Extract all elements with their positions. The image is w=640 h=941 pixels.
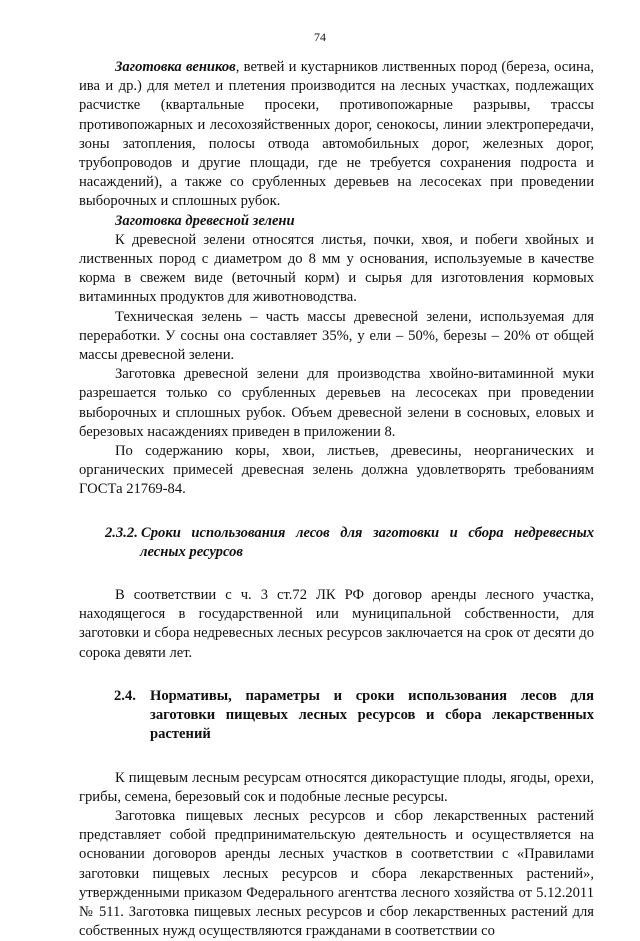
section-number: 2.3.2. <box>105 524 138 541</box>
paragraph-harvesting-rules: Заготовка пищевых лесных ресурсов и сбор лекарственных растений представляет собой предпринимательскую деятельность и осуществляется на основании договоров аренды лесных участков в соответствии с «Правилами заготовки пищевых лесных ресурсов и сбора лекарственных растений», утвержденными приказом Федерального агентства лесного хозяйства от 5.12.2011 № 511. Заготовка пищевых лесных ресурсов и сбор лекарственных растений для собственных нужд осуществляются гражданами в соответствии со <box>79 807 594 940</box>
section-heading-2-4 <box>79 687 594 745</box>
paragraph-greenery-definition: К древесной зелени относятся листья, почки, хвоя, и побеги хвойных и лиственных пород с диаметром до 8 мм у основания, используемые в качестве корма в свежем виде (веточный корм) и сырья для изготовления кормовых витаминных продуктов для животноводства. <box>79 231 594 306</box>
page-number: 74 <box>314 30 326 44</box>
paragraph-gost: По содержанию коры, хвои, листьев, древесины, неорганических и органических примесей древесная зелень должна удовлетворять требованиям ГОСТа 21769-84. <box>79 443 594 498</box>
paragraph-lease-term: В соответствии с ч. 3 ст.72 ЛК РФ договор аренды лесного участка, находящегося в государственной или муниципальной собственности, для заготовки и сбора недревесных лесных ресурсов заключается на срок от десяти до сорока девяти лет. <box>79 587 594 661</box>
section-number: 2.4. <box>114 687 136 704</box>
paragraph-text: , ветвей и кустарников лиственных пород (береза, осина, ива и др.) для метел и плетения производится на лесных участках, подлежащих расчистке (квартальные просеки, противопожарные разрывы, трассы противопожарных и лесохозяйственных дорог, сенокосы, линии электропередачи, зоны затопления, полосы отвода автомобильных дорог, железных дорог, трубопроводов и другие площади, где не требуется сохранения подроста и насаждений), а также со срубленных деревьев на лесосеках при проведении выборочных и сплошных рубок. <box>79 59 594 210</box>
section-title: Нормативы, параметры и сроки использования лесов для заготовки пищевых лесных ресурсов и сбора лекарственных растений <box>150 687 594 743</box>
section-heading-2-3-2 <box>79 524 594 562</box>
page-body <box>79 58 594 941</box>
paragraph-lead: Заготовка веников <box>115 59 236 75</box>
paragraph-vitamin-flour: Заготовка древесной зелени для производства хвойно-витаминной муки разрешается только со срубленных деревьев на лесосеках при проведении выборочных и сплошных рубок. Объем древесной зелени в сосновых, еловых и березовых насаждениях приведен в приложении 8. <box>79 366 594 440</box>
paragraph-brooms <box>79 58 594 212</box>
paragraph-technical-greenery: Техническая зелень – часть массы древесной зелени, используемая для переработки. У сосны она составляет 35%, у ели – 50%, березы – 20% от общей массы древесной зелени. <box>79 308 594 364</box>
paragraph-food-resources: К пищевым лесным ресурсам относятся дикорастущие плоды, ягоды, орехи, грибы, семена, березовый сок и подобные лесные ресурсы. <box>79 769 594 805</box>
subheading-greenery: Заготовка древесной зелени <box>115 212 295 229</box>
section-title: Сроки использования лесов для заготовки и сбора недревесных лесных ресурсов <box>140 524 594 560</box>
